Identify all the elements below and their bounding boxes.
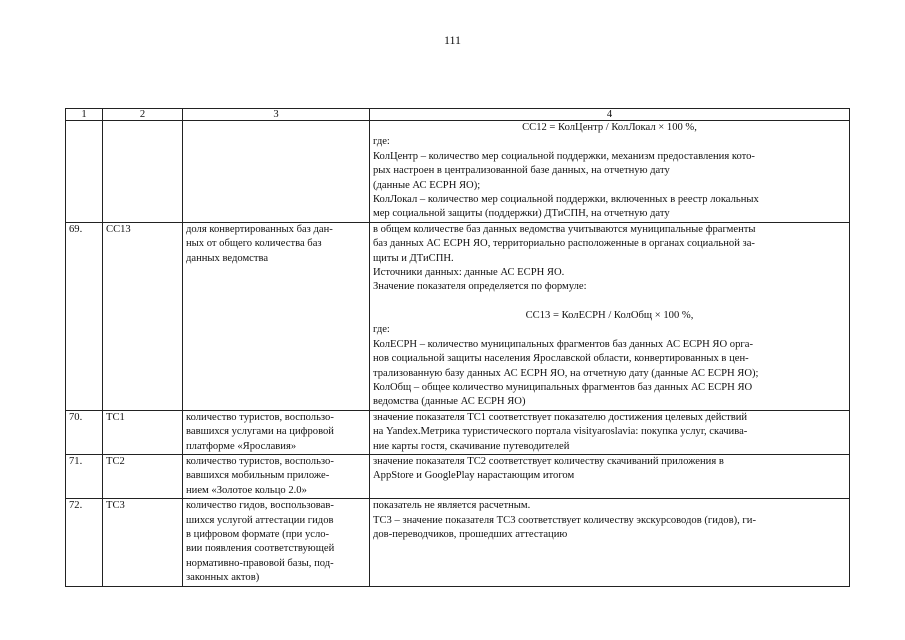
text-line: значение показателя ТС2 соответствует количеству скачиваний приложения в [373,455,724,467]
table-row [66,410,850,454]
text-line: мер социальной защиты (поддержки) ДТиСПН, на отчетную дату [373,208,670,220]
text-line: вавшихся услугами на цифровой [186,426,334,438]
col-number-3: 3 [183,109,370,121]
text-line: значение показателя ТС1 соответствует показателю достижения целевых действий [373,411,748,423]
text-line: вавшихся мобильным приложе- [186,470,330,482]
table-row [66,454,850,498]
indicator-name [183,410,370,454]
text-line: ведомства (данные АС ЕСРН ЯО) [373,396,526,408]
text-line: КолЕСРН – количество муниципальных фрагментов баз данных АС ЕСРН ЯО орга- [373,338,753,350]
text-line: Источники данных: данные АС ЕСРН ЯО. [373,267,565,279]
text-line: законных актов) [186,572,260,584]
row-number: 72. [66,499,103,586]
text-line: количество туристов, воспользо- [186,411,334,423]
text-line: КолЛокал – количество мер социальной поддержки, включенных в реестр локальных [373,194,759,206]
text-line: рых настроен в централизованной базе данных, на отчетную дату [373,165,670,177]
text-line: нов социальной защиты населения Ярославской области, конвертированных в цен- [373,353,749,365]
indicators-table [65,108,850,587]
formula-cc13: СС13 = КолЕСРН / КолОбщ × 100 %, [525,309,694,321]
text-line: AppStore и GooglePlay нарастающим итогом [373,470,575,482]
text-line: КолОбщ – общее количество муниципальных фрагментов баз данных АС ЕСРН ЯО [373,381,753,393]
indicator-code: ТС1 [103,410,183,454]
text-line: где: [373,324,390,336]
text-line: ТС3 – значение показателя ТС3 соответствует количеству экскурсоводов (гидов), ги- [373,514,756,526]
column-number-row [66,109,850,121]
row-number: 70. [66,410,103,454]
indicator-description [370,222,850,410]
text-line: данных ведомства [186,252,269,264]
text-line: количество гидов, воспользовав- [186,500,334,512]
row-number: 71. [66,454,103,498]
col-number-1: 1 [66,109,103,121]
text-line: платформе «Ярославия» [186,440,297,452]
table-row [66,222,850,410]
table-row [66,499,850,586]
text-line: показатель не является расчетным. [373,500,531,512]
text-line: (данные АС ЕСРН ЯО); [373,179,481,191]
text-line: на Yandex.Метрика туристического портала visityaroslavia: покупка услуг, скачива- [373,426,748,438]
text-line: где: [373,136,390,148]
formula-cc12: СС12 = КолЦентр / КолЛокал × 100 %, [522,122,697,133]
text-line: нормативно-правовой базы, под- [186,557,334,569]
indicator-code: СС13 [103,222,183,410]
text-line: в цифровом формате (при усло- [186,528,330,540]
text-line: КолЦентр – количество мер социальной поддержки, механизм предоставления кото- [373,150,755,162]
continuation-description [370,121,850,223]
col-number-4: 4 [370,109,850,121]
indicator-description [370,410,850,454]
indicator-description [370,499,850,586]
indicator-code: ТС3 [103,499,183,586]
col-number-2: 2 [103,109,183,121]
text-line: вии появления соответствующей [186,543,335,555]
continuation-row [66,121,850,223]
text-line: трализованную базу данных АС ЕСРН ЯО, на отчетную дату (данные АС ЕСРН ЯО); [373,367,759,379]
indicator-code: ТС2 [103,454,183,498]
text-line: доля конвертированных баз дан- [186,223,333,235]
text-line: щиты и ДТиСПН. [373,252,454,264]
text-line: шихся услугой аттестации гидов [186,514,334,526]
indicator-name [183,222,370,410]
text-line: в общем количестве баз данных ведомства учитываются муниципальные фрагменты [373,223,756,235]
indicator-description [370,454,850,498]
row-number: 69. [66,222,103,410]
text-line: Значение показателя определяется по формуле: [373,281,587,293]
text-line: ние карты гостя, скачивание путеводителей [373,440,570,452]
text-line: количество туристов, воспользо- [186,455,334,467]
indicator-name [183,499,370,586]
text-line: баз данных АС ЕСРН ЯО, территориально расположенные в органах социальной за- [373,238,755,250]
page-number: 111 [443,33,462,47]
text-line: нием «Золотое кольцо 2.0» [186,484,307,496]
text-line: ных от общего количества баз [186,238,322,250]
indicator-name [183,454,370,498]
text-line: дов-переводчиков, прошедших аттестацию [373,528,568,540]
